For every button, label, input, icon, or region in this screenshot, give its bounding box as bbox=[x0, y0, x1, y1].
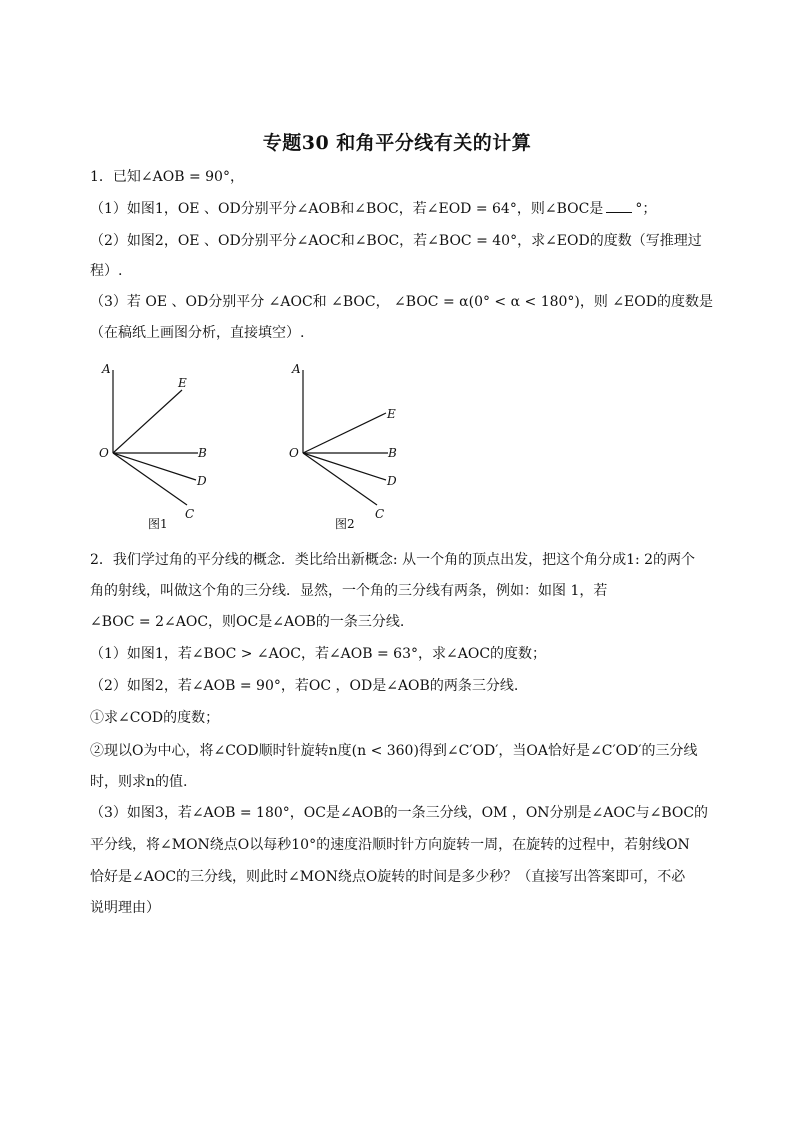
page-title: 专题30 和角平分线有关的计算 bbox=[262, 132, 532, 154]
q2-part1: （1）如图1，若∠BOC > ∠AOC，若∠AOB = 63°，求∠AOC的度数； bbox=[90, 646, 547, 662]
q2-part3-line2: 平分线，将∠MON绕点O以每秒10°的速度沿顺时针方向旋转一周，在旋转的过程中，若射线ON bbox=[90, 837, 690, 853]
label-o: O bbox=[289, 446, 299, 460]
figure-1-caption: 图1 bbox=[148, 517, 168, 531]
q2-part3-line1: （3）如图3，若∠AOB = 180°，OC是∠AOB的一条三分线，OM ，ON分别是∠AOC与∠BOC的 bbox=[90, 805, 709, 821]
label-e: E bbox=[387, 407, 396, 421]
answer-blank[interactable] bbox=[606, 198, 632, 213]
ray-oe bbox=[303, 413, 386, 453]
q1-part2-line1: （2）如图2，OE 、OD分别平分∠AOC和∠BOC，若∠BOC = 40°，求∠EOD的度数（写推理过 bbox=[90, 233, 702, 249]
q1-part1-text: （1）如图1，OE 、OD分别平分∠AOB和∠BOC，若∠EOD = 64°，则∠BOC是 bbox=[90, 201, 604, 217]
label-d: D bbox=[387, 474, 397, 488]
label-b: B bbox=[198, 446, 207, 460]
label-o: O bbox=[99, 446, 109, 460]
q1-part1-tail: °； bbox=[635, 201, 657, 217]
q2-part2: （2）如图2，若∠AOB = 90°，若OC ，OD是∠AOB的两条三分线. bbox=[90, 678, 519, 694]
q2-part2-ii-line2: 时，则求n的值. bbox=[90, 774, 188, 790]
q1-intro: 1．已知∠AOB = 90°， bbox=[90, 169, 244, 185]
q2-part3-line3: 恰好是∠AOC的三分线，则此时∠MON绕点O旋转的时间是多少秒？（直接写出答案即可，不必 bbox=[90, 869, 686, 885]
q2-intro-line1: 2．我们学过角的平分线的概念．类比给出新概念: 从一个角的顶点出发，把这个角分成1: 2的两个 bbox=[90, 552, 696, 568]
label-d: D bbox=[197, 474, 207, 488]
q1-part1 bbox=[90, 198, 710, 219]
figure-2-caption: 图2 bbox=[335, 517, 355, 531]
q2-intro-line2: 角的射线，叫做这个角的三分线．显然，一个角的三分线有两条，例如：如图 1，若 bbox=[90, 583, 608, 599]
label-a: A bbox=[292, 362, 301, 376]
q2-part2-ii-line1: ②现以O为中心，将∠COD顺时针旋转n度(n < 360)得到∠C′OD′，当OA恰好是∠C′OD′的三分线 bbox=[90, 743, 698, 759]
label-c: C bbox=[185, 507, 195, 521]
q2-part3-line4: 说明理由） bbox=[90, 900, 160, 916]
q1-part3-line1: （3）若 OE 、OD分别平分 ∠AOC和 ∠BOC， ∠BOC = α(0° < α < 180°)，则 ∠EOD的度数是 bbox=[90, 294, 713, 310]
label-c: C bbox=[375, 507, 385, 521]
ray-oe bbox=[113, 390, 182, 453]
q1-part3-line2: （在稿纸上画图分析，直接填空）. bbox=[90, 325, 305, 341]
q2-intro-line3: ∠BOC = 2∠AOC，则OC是∠AOB的一条三分线. bbox=[90, 614, 405, 630]
ray-od bbox=[303, 453, 386, 480]
label-e: E bbox=[178, 376, 187, 390]
figure-2 bbox=[280, 360, 420, 530]
label-b: B bbox=[388, 446, 397, 460]
label-a: A bbox=[102, 362, 111, 376]
ray-oc bbox=[113, 453, 187, 505]
ray-od bbox=[113, 453, 196, 480]
q1-part2-line2: 程）. bbox=[90, 263, 123, 279]
figure-1 bbox=[90, 360, 230, 530]
q2-part2-i: ①求∠COD的度数； bbox=[90, 710, 220, 726]
ray-oc bbox=[303, 453, 377, 505]
